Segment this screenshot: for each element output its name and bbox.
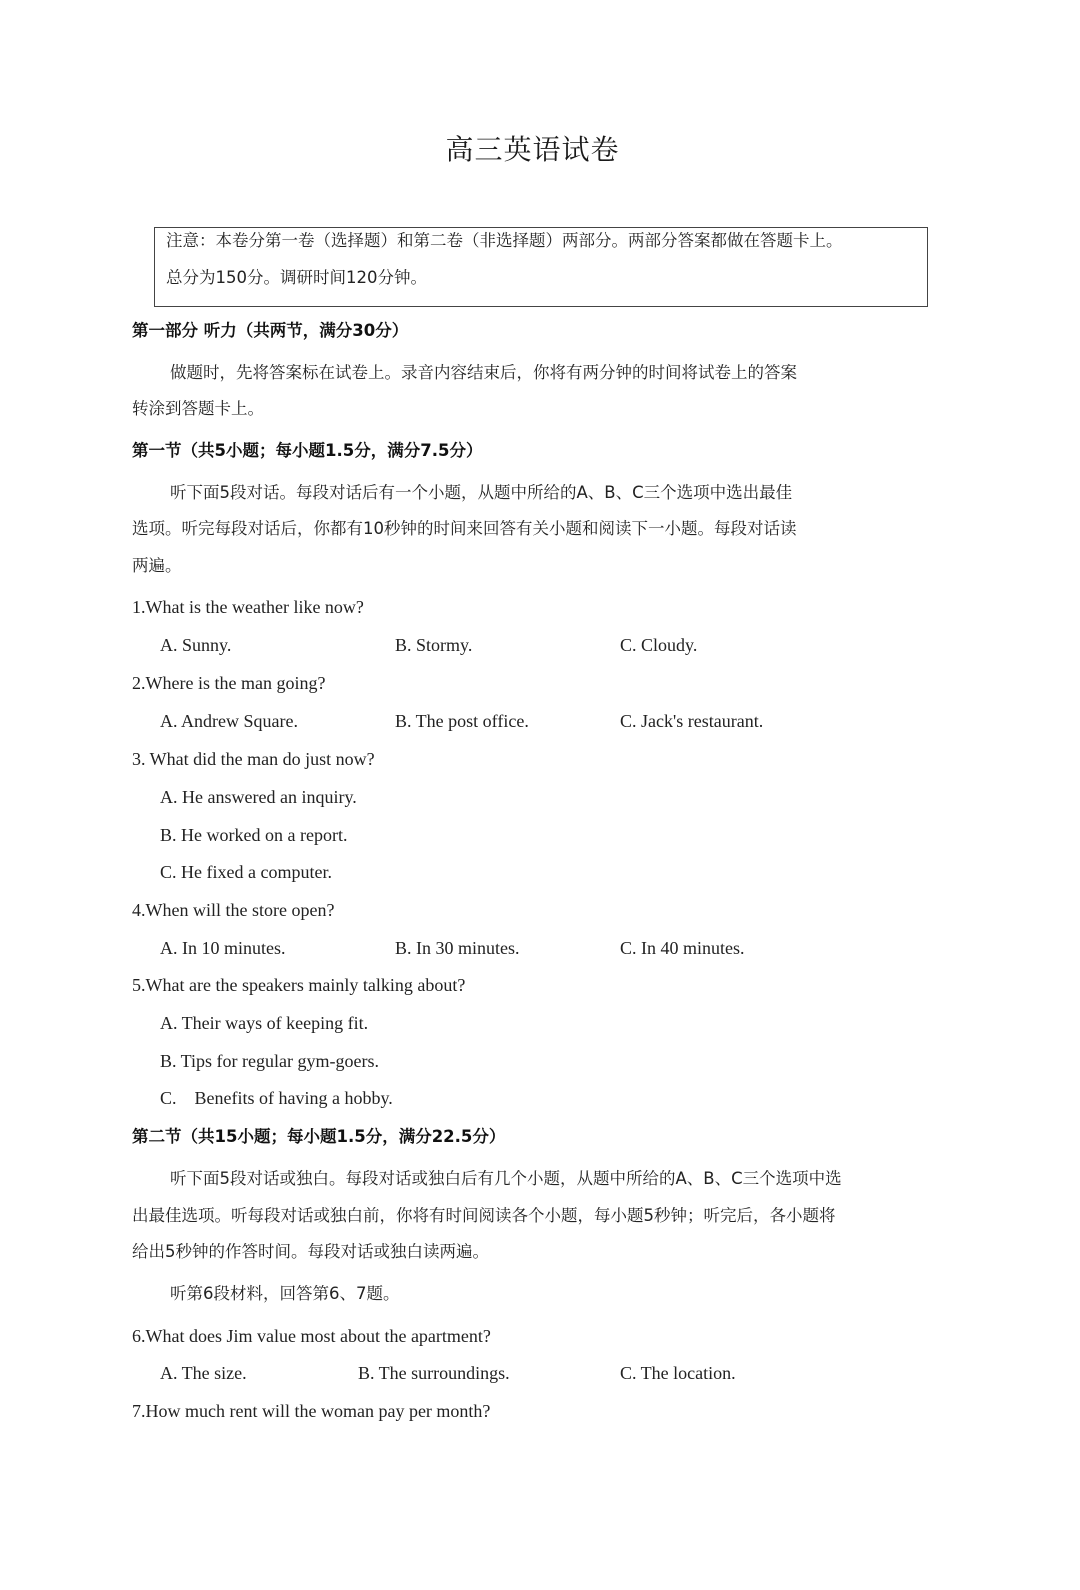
question-2-option-b: B. The post office.: [395, 711, 529, 731]
section2-instruction-line-2: 出最佳选项。听每段对话或独白前，你将有时间阅读各个小题，每小题5秒钟；听完后，各小题将: [132, 1206, 836, 1225]
material-6-instruction: 听第6段材料，回答第6、7题。: [170, 1284, 400, 1303]
question-3-stem: 3. What did the man do just now?: [132, 749, 375, 769]
part1-instruction-line-1: 做题时，先将答案标在试卷上。录音内容结束后，你将有两分钟的时间将试卷上的答案: [170, 363, 797, 382]
question-4-stem: 4.When will the store open?: [132, 900, 335, 920]
question-2-option-a: A. Andrew Square.: [160, 711, 298, 731]
question-3-option-a: A. He answered an inquiry.: [160, 787, 357, 807]
question-5-option-b: B. Tips for regular gym-goers.: [160, 1051, 379, 1071]
question-2-option-c: C. Jack's restaurant.: [620, 711, 764, 731]
part1-heading: 第一部分 听力（共两节，满分30分）: [132, 321, 409, 340]
question-6-stem: 6.What does Jim value most about the apartment?: [132, 1326, 491, 1346]
question-4-option-b: B. In 30 minutes.: [395, 938, 520, 958]
question-6-option-c: C. The location.: [620, 1363, 736, 1383]
part1-instruction-line-2: 转涂到答题卡上。: [132, 399, 264, 418]
question-3-option-c: C. He fixed a computer.: [160, 862, 332, 882]
question-1-stem: 1.What is the weather like now?: [132, 597, 364, 617]
question-2-stem: 2.Where is the man going?: [132, 673, 326, 693]
question-5-option-a: A. Their ways of keeping fit.: [160, 1013, 369, 1033]
section1-heading: 第一节（共5小题；每小题1.5分，满分7.5分）: [132, 441, 483, 460]
section1-instruction-line-1: 听下面5段对话。每段对话后有一个小题，从题中所给的A、B、C三个选项中选出最佳: [170, 483, 793, 502]
section2-heading: 第二节（共15小题；每小题1.5分，满分22.5分）: [132, 1127, 506, 1146]
question-1-option-a: A. Sunny.: [160, 635, 232, 655]
notice-line-2: 总分为150分。调研时间120分钟。: [166, 268, 427, 287]
question-3-option-b: B. He worked on a report.: [160, 825, 348, 845]
section2-instruction-line-3: 给出5秒钟的作答时间。每段对话或独白读两遍。: [132, 1242, 489, 1261]
question-5-stem: 5.What are the speakers mainly talking about?: [132, 975, 466, 995]
section1-instruction-line-2: 选项。听完每段对话后，你都有10秒钟的时间来回答有关小题和阅读下一小题。每段对话读: [132, 519, 797, 538]
question-4-option-a: A. In 10 minutes.: [160, 938, 286, 958]
section1-instruction-line-3: 两遍。: [132, 556, 182, 575]
question-6-option-a: A. The size.: [160, 1363, 247, 1383]
question-4-option-c: C. In 40 minutes.: [620, 938, 745, 958]
question-1-option-b: B. Stormy.: [395, 635, 473, 655]
question-5-option-c: C. Benefits of having a hobby.: [160, 1088, 393, 1108]
question-1-option-c: C. Cloudy.: [620, 635, 698, 655]
page-title: 高三英语试卷: [445, 133, 620, 166]
question-7-stem: 7.How much rent will the woman pay per month?: [132, 1401, 491, 1421]
question-6-option-b: B. The surroundings.: [358, 1363, 510, 1383]
section2-instruction-line-1: 听下面5段对话或独白。每段对话或独白后有几个小题，从题中所给的A、B、C三个选项中选: [170, 1169, 842, 1188]
notice-line-1: 注意：本卷分第一卷（选择题）和第二卷（非选择题）两部分。两部分答案都做在答题卡上。: [166, 231, 843, 250]
